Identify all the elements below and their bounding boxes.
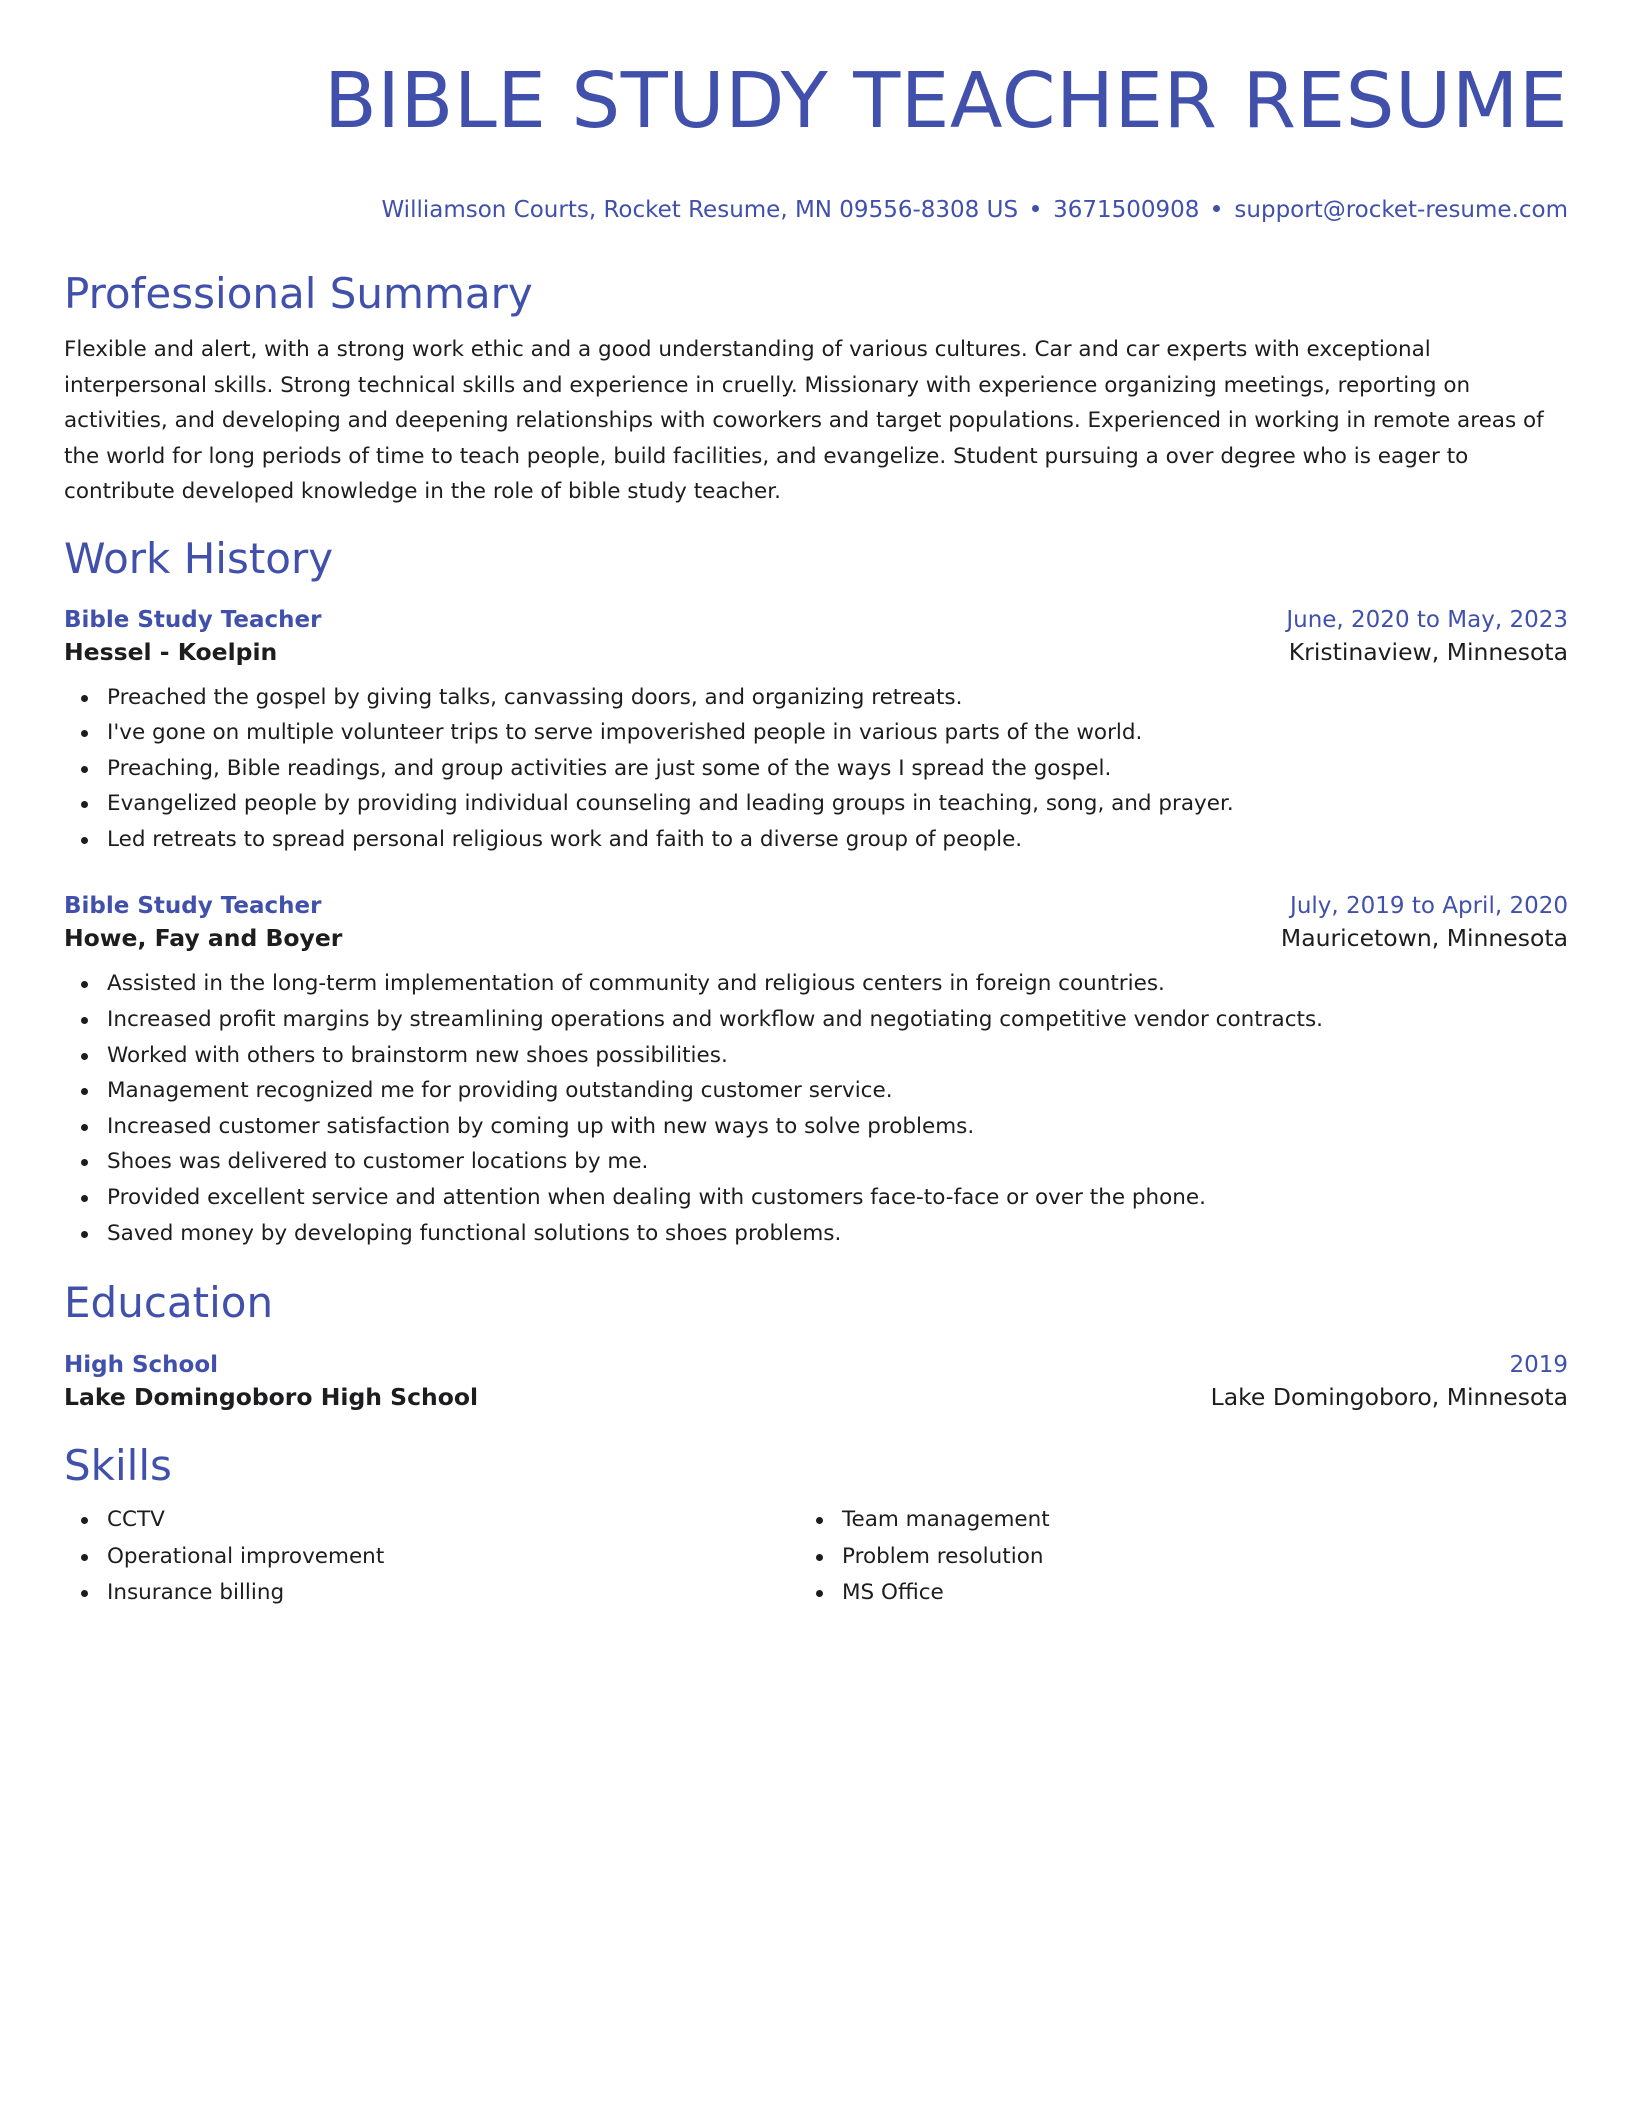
education-degree: High School <box>64 1352 219 1379</box>
job-company-row <box>64 922 1568 954</box>
job-bullet: Saved money by developing functional solutions to shoes problems. <box>107 1216 1568 1252</box>
skills-list <box>64 1502 799 1612</box>
job-bullet: Management recognized me for providing outstanding customer service. <box>107 1073 1568 1109</box>
education-year: 2019 <box>1509 1352 1568 1379</box>
job-bullet-list <box>64 680 1568 858</box>
job-title: Bible Study Teacher <box>64 606 322 633</box>
skill-item: CCTV <box>107 1502 799 1539</box>
skills-column <box>64 1502 799 1612</box>
bullet-separator-icon <box>1213 205 1220 212</box>
education-school-row <box>64 1381 1568 1413</box>
job-bullet: Shoes was delivered to customer locations by me. <box>107 1144 1568 1180</box>
resume-title: BIBLE STUDY TEACHER RESUME <box>323 57 1568 146</box>
job-dates: July, 2019 to April, 2020 <box>1290 893 1568 920</box>
skill-item: Operational improvement <box>107 1539 799 1576</box>
job-company: Hessel - Koelpin <box>64 637 278 666</box>
contact-line <box>64 194 1568 226</box>
job-entry <box>64 890 1568 1251</box>
work-history-heading: Work History <box>64 533 334 583</box>
contact-phone: 3671500908 <box>1053 197 1200 223</box>
education-heading: Education <box>64 1278 274 1328</box>
job-title-row <box>64 604 1568 636</box>
job-company: Howe, Fay and Boyer <box>64 924 343 953</box>
bullet-separator-icon <box>1032 205 1039 212</box>
skills-column <box>799 1502 1499 1612</box>
job-bullet: Preached the gospel by giving talks, canvassing doors, and organizing retreats. <box>107 680 1568 716</box>
education-location: Lake Domingoboro, Minnesota <box>1210 1383 1568 1412</box>
job-entry <box>64 604 1568 858</box>
job-location: Mauricetown, Minnesota <box>1280 924 1568 953</box>
contact-email: support@rocket-resume.com <box>1234 197 1568 223</box>
education-entry <box>64 1349 1568 1413</box>
job-dates: June, 2020 to May, 2023 <box>1286 606 1568 633</box>
job-bullet: Preaching, Bible readings, and group activities are just some of the ways I spread the gospel. <box>107 751 1568 787</box>
job-bullet: Increased profit margins by streamlining operations and workflow and negotiating competitive vendor contracts. <box>107 1002 1568 1038</box>
job-title-row <box>64 890 1568 922</box>
job-bullet-list <box>64 966 1568 1251</box>
job-company-row <box>64 636 1568 668</box>
job-bullet: Assisted in the long-term implementation of community and religious centers in foreign countries. <box>107 966 1568 1002</box>
job-bullet: Evangelized people by providing individual counseling and leading groups in teaching, song, and prayer. <box>107 786 1568 822</box>
skill-item: MS Office <box>842 1575 1499 1612</box>
summary-text: Flexible and alert, with a strong work ethic and a good understanding of various cultures. Car and car experts with exceptional interpersonal skills. Strong technical skills and experience in cruelly. Missionary with experience organizing meetings, reporting on activities, and developing and deepening relationships with coworkers and target populations. Experienced in working in remote areas of the world for long periods of time to teach people, build facilities, and evangelize. Student pursuing a over degree who is eager to contribute developed knowledge in the role of bible study teacher. <box>64 337 1544 504</box>
education-school: Lake Domingoboro High School <box>64 1383 479 1412</box>
job-bullet: Led retreats to spread personal religious work and faith to a diverse group of people. <box>107 822 1568 858</box>
summary-heading: Professional Summary <box>64 269 533 318</box>
skills-grid <box>64 1502 1568 1612</box>
skill-item: Insurance billing <box>107 1575 799 1612</box>
skills-list <box>799 1502 1499 1612</box>
job-location: Kristinaview, Minnesota <box>1288 637 1568 666</box>
education-degree-row <box>64 1349 1568 1381</box>
skill-item: Team management <box>842 1502 1499 1539</box>
job-title: Bible Study Teacher <box>64 893 322 920</box>
skill-item: Problem resolution <box>842 1539 1499 1576</box>
contact-address: Williamson Courts, Rocket Resume, MN 09556-8308 US <box>381 197 1019 223</box>
job-bullet: I've gone on multiple volunteer trips to serve impoverished people in various parts of the world. <box>107 715 1568 751</box>
skills-heading: Skills <box>64 1441 172 1491</box>
job-bullet: Increased customer satisfaction by coming up with new ways to solve problems. <box>107 1109 1568 1145</box>
job-bullet: Worked with others to brainstorm new shoes possibilities. <box>107 1038 1568 1074</box>
job-bullet: Provided excellent service and attention when dealing with customers face-to-face or over the phone. <box>107 1180 1568 1216</box>
